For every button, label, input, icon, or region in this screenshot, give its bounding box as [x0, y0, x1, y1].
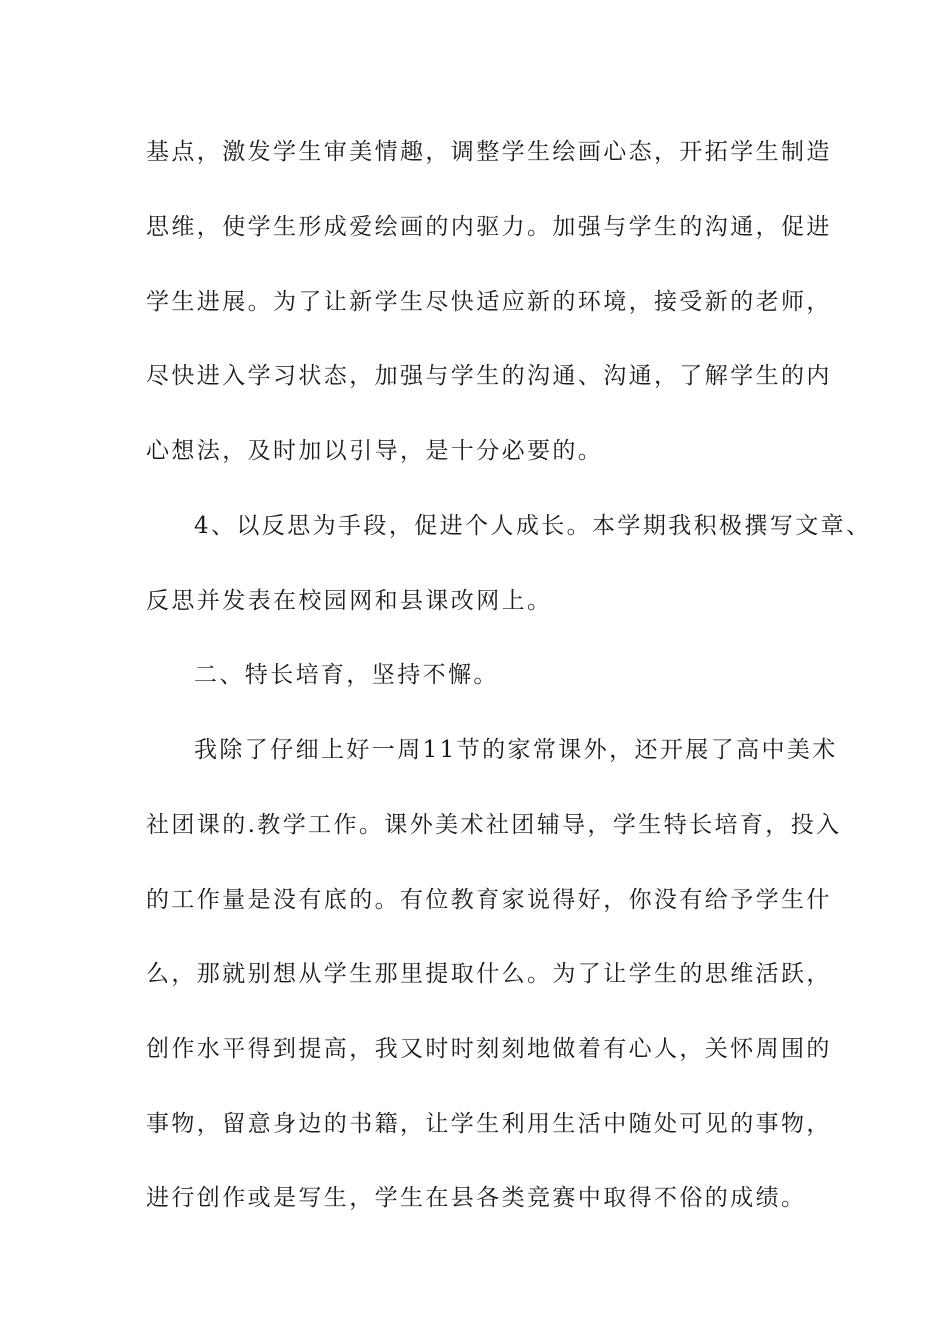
text-line: 思维，使学生形成爱绘画的内驱力。加强与学生的沟通，促进 [146, 214, 832, 240]
text-line: 反思并发表在校园网和县课改网上。 [146, 588, 553, 614]
paragraph-heading: 4、以反思为手段，促进个人成长。本学期我积极撰写文章、 [194, 513, 872, 539]
text-line: 事物，留意身边的书籍，让学生利用生活中随处可见的事物， [146, 1111, 832, 1137]
paragraph-start: 我除了仔细上好一周11节的家常课外，还开展了高中美术 [194, 737, 838, 763]
text-line: 社团课的.教学工作。课外美术社团辅导，学生特长培育，投入 [146, 812, 842, 838]
text-line: 尽快进入学习状态，加强与学生的沟通、沟通，了解学生的内 [146, 363, 832, 389]
text-line: 心想法，及时加以引导，是十分必要的。 [146, 438, 604, 464]
section-heading: 二、特长培育，坚持不懈。 [194, 662, 499, 688]
text-line: 学生进展。为了让新学生尽快适应新的环境，接受新的老师， [146, 289, 832, 315]
text-line: 创作水平得到提高，我又时时刻刻地做着有心人，关怀周围的 [146, 1036, 832, 1062]
text-line: 基点，激发学生审美情趣，调整学生绘画心态，开拓学生制造 [146, 139, 832, 165]
text-line: 进行创作或是写生，学生在县各类竞赛中取得不俗的成绩。 [146, 1185, 807, 1211]
text-line: 的工作量是没有底的。有位教育家说得好，你没有给予学生什 [146, 887, 832, 913]
text-line: 么，那就别想从学生那里提取什么。为了让学生的思维活跃， [146, 961, 832, 987]
